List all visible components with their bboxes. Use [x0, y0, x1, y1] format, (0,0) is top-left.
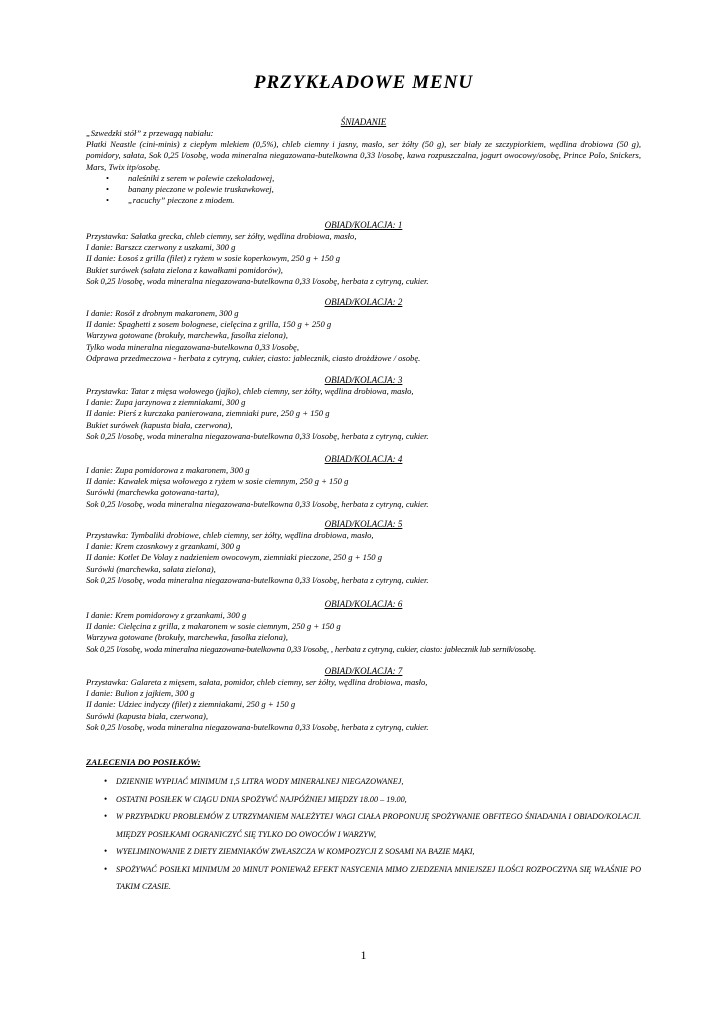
- meal-line: Odprawa przedmeczowa - herbata z cytryną, cukier, ciasto: jabłecznik, ciasto drożdżowe / osobę.: [86, 352, 421, 363]
- meal-section-2: [86, 297, 641, 364]
- meal-heading: OBIAD/KOLACJA: 4: [324, 454, 403, 464]
- list-item: • naleśniki z serem w polewie czekoladowej,: [106, 172, 275, 183]
- meal-line: I danie: Krem pomidorowy z grzankami, 300 g: [86, 610, 247, 620]
- meal-line: Surówki (marchewka, sałata zielona),: [86, 563, 216, 574]
- meal-line: Przystawka: Tatar z mięsa wołowego (jajko), chleb ciemny, ser żółty, wędlina drobiowa, masło,: [86, 386, 414, 396]
- page-number: 1: [360, 948, 367, 962]
- list-item: • WYELIMINOWANIE Z DIETY ZIEMNIAKÓW ZWŁASZCZA W KOMPOZYCJI Z SOSAMI NA BAZIE MĄKI,: [86, 843, 641, 861]
- list-item: • W PRZYPADKU PROBLEMÓW Z UTRZYMANIEM NALEŻYTEJ WAGI CIAŁA PROPONUJĘ SPOŻYWANIE OBFITEGO ŚNIADANIA I OBIADO/KOLACJI. MIĘDZY POSIŁKAMI OGRANICZYĆ SIĘ TYLKO DO OWOCÓW I WARZYW,: [86, 808, 641, 843]
- meal-line: II danie: Pierś z kurczaka panierowana, ziemniaki pure, 250 g + 150 g: [86, 408, 330, 419]
- breakfast-heading: ŚNIADANIE: [340, 117, 387, 127]
- bullet-icon: •: [106, 172, 110, 183]
- meal-heading: OBIAD/KOLACJA: 2: [324, 297, 403, 307]
- meal-line: Sok 0,25 l/osobę, woda mineralna niegazowana-butelkowna 0,33 l/osobę, , herbata z cytryną, cukier, ciasto: jabłecznik lub sernik/osobę.: [86, 643, 536, 654]
- meal-line: II danie: Cielęcina z grilla, z makaronem w sosie ciemnym, 250 g + 150 g: [86, 621, 341, 632]
- meal-heading: OBIAD/KOLACJA: 7: [324, 666, 403, 676]
- list-item: • OSTATNI POSIŁEK W CIĄGU DNIA SPOŻYWĆ NAJPÓŹNIEJ MIĘDZY 18.00 – 19.00,: [86, 791, 641, 809]
- list-item: • DZIENNIE WYPIJAĆ MINIMUM 1,5 LITRA WODY MINERALNEJ NIEGAZOWANEJ,: [86, 773, 641, 791]
- bullet-icon: •: [104, 846, 108, 856]
- meal-line: II danie: Łosoś z grilla (filet) z ryżem w sosie koperkowym, 250 g + 150 g: [86, 253, 341, 264]
- bullet-icon: •: [106, 184, 110, 195]
- list-item: • „racuchy” pieczone z miodem.: [106, 195, 235, 206]
- meal-line: Przystawka: Sałatka grecka, chleb ciemny, ser żółty, wędlina drobiowa, masło,: [86, 231, 357, 241]
- breakfast-section: [86, 117, 641, 206]
- meal-line: II danie: Udziec indyczy (filet) z ziemniakami, 250 g + 150 g: [86, 699, 296, 710]
- meal-line: Bukiet surówek (sałata zielona z kawałkami pomidorów),: [86, 264, 283, 275]
- meal-line: Bukiet surówek (kapusta biała, czerwona),: [86, 419, 233, 430]
- meal-line: II danie: Kotlet De Volay z nadzieniem owocowym, ziemniaki pieczone, 250 g + 150 g: [86, 552, 383, 563]
- meal-line: Przystawka: Tymbaliki drobiowe, chleb ciemny, ser żółty, wędlina drobiowa, masło,: [86, 530, 374, 540]
- meal-line: II danie: Kawałek mięsa wołowego z ryżem w sosie ciemnym, 250 g + 150 g: [86, 476, 349, 487]
- meal-line: I danie: Zupa pomidorowa z makaronem, 300 g: [86, 465, 250, 475]
- meal-section-7: [86, 666, 641, 733]
- meal-section-4: [86, 454, 641, 510]
- breakfast-intro: „Szwedzki stół” z przewagą nabiału:: [86, 128, 214, 138]
- meal-line: Surówki (marchewka gotowana-tarta),: [86, 487, 220, 498]
- meal-line: I danie: Zupa jarzynowa z ziemniakami, 300 g: [86, 397, 246, 408]
- meal-line: Sok 0,25 l/osobę, woda mineralna niegazowana-butelkowna 0,33 l/osobę, herbata z cytryną, cukier.: [86, 498, 429, 509]
- bullet-icon: •: [104, 776, 108, 786]
- meal-section-5: [86, 519, 641, 586]
- meal-line: Sok 0,25 l/osobę, woda mineralna niegazowana-butelkowna 0,33 l/osobę, herbata z cytryną, cukier.: [86, 430, 429, 441]
- meal-section-6: [86, 599, 641, 655]
- meal-line: II danie: Spaghetti z sosem bolognese, cielęcina z grilla, 150 g + 250 g: [86, 319, 332, 330]
- breakfast-description: Płatki Neastle (cini-minis) z ciepłym mlekiem (0,5%), chleb ciemny i jasny, masło, ser żółty (50 g), ser biały ze szczypiorkiem, wędlina drobiowa (50 g), pomidory, sałata, Sok 0,25 l/osobę, woda mineralna niegazowana-butelkowna 0,33 l/osobę, kawa rozpuszczalna, jogurt owocowy/osobę, Prince Polo, Snickers, Mars, Twix itp/osobę.: [86, 139, 641, 172]
- bullet-icon: •: [104, 863, 108, 874]
- recommendations-list: [86, 773, 641, 896]
- list-item: • SPOŻYWAĆ POSIŁKI MINIMUM 20 MINUT PONIEWAŻ EFEKT NASYCENIA MIMO ZJEDZENIA MNIEJSZEJ ILOŚCI ROZPOCZYNA SIĘ WŁAŚNIE PO TAKIM CZASIE.: [86, 861, 641, 896]
- meal-line: Sok 0,25 l/osobę, woda mineralna niegazowana-butelkowna 0,33 l/osobę, herbata z cytryną, cukier.: [86, 574, 429, 585]
- breakfast-options-list: [86, 173, 641, 207]
- meal-section-1: [86, 220, 641, 287]
- meal-line: Surówki (kapusta biała, czerwona),: [86, 710, 208, 721]
- meal-heading: OBIAD/KOLACJA: 6: [324, 599, 403, 609]
- meal-line: Warzywa gotowane (brokuły, marchewka, fasolka zielona),: [86, 330, 288, 341]
- meal-line: Warzywa gotowane (brokuły, marchewka, fasolka zielona),: [86, 632, 288, 643]
- meal-heading: OBIAD/KOLACJA: 5: [324, 519, 403, 529]
- bullet-icon: •: [104, 793, 108, 804]
- meal-line: I danie: Barszcz czerwony z uszkami, 300 g: [86, 242, 236, 253]
- meal-heading: OBIAD/KOLACJA: 1: [324, 220, 403, 230]
- recommendations-section: [86, 757, 641, 896]
- meal-line: Sok 0,25 l/osobę, woda mineralna niegazowana-butelkowna 0,33 l/osobę, herbata z cytryną, cukier.: [86, 721, 429, 732]
- meal-line: I danie: Bulion z jajkiem, 300 g: [86, 688, 195, 699]
- meal-line: Tylko woda mineralna niegazowana-butelkowna 0,33 l/osobę,: [86, 341, 299, 352]
- meal-line: I danie: Rosół z drobnym makaronem, 300 g: [86, 308, 239, 318]
- bullet-icon: •: [104, 811, 108, 821]
- list-item: • banany pieczone w polewie truskawkowej,: [106, 184, 274, 195]
- meal-line: Sok 0,25 l/osobę, woda mineralna niegazowana-butelkowna 0,33 l/osobę, herbata z cytryną, cukier.: [86, 275, 429, 286]
- meal-line: Przystawka: Galareta z mięsem, sałata, pomidor, chleb ciemny, ser żółty, wędlina drobiowa, masło,: [86, 677, 428, 687]
- meal-heading: OBIAD/KOLACJA: 3: [324, 375, 403, 385]
- recommendations-heading: ZALECENIA DO POSIŁKÓW:: [86, 757, 201, 767]
- meal-section-3: [86, 375, 641, 442]
- page-title: PRZYKŁADOWE MENU: [253, 72, 474, 93]
- bullet-icon: •: [106, 195, 110, 206]
- meal-line: I danie: Krem czosnkowy z grzankami, 300 g: [86, 541, 241, 552]
